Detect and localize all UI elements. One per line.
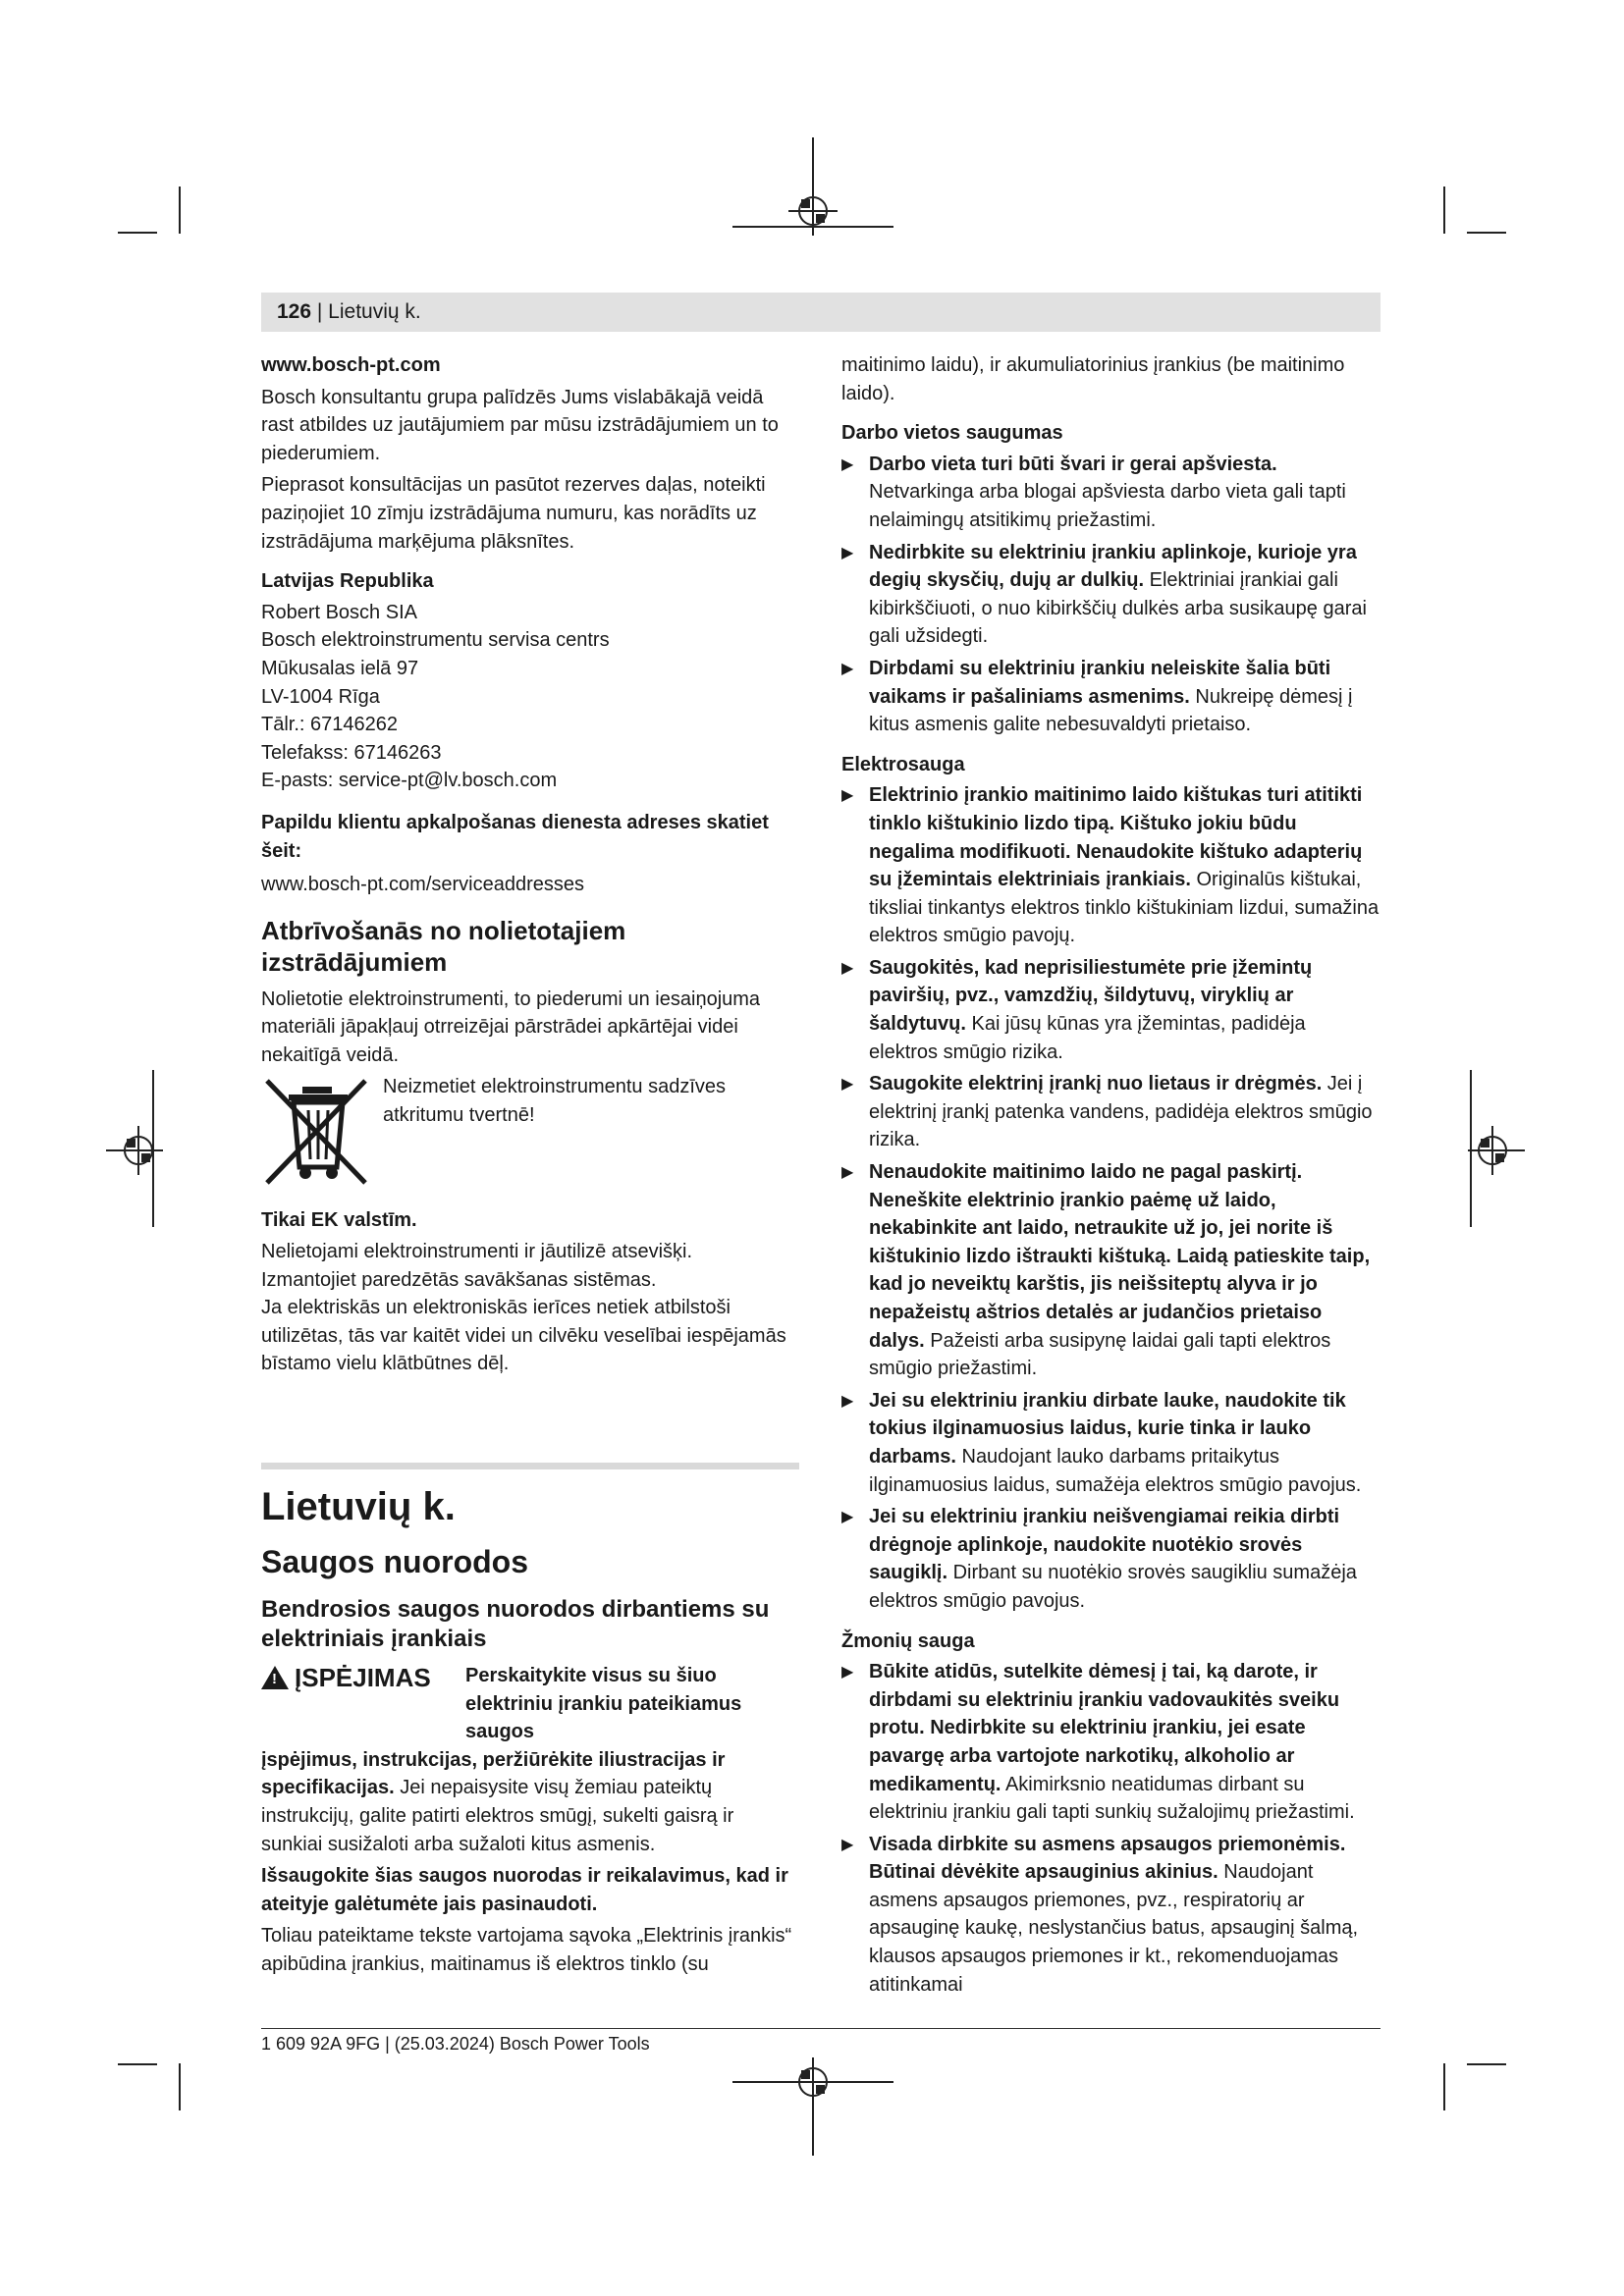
warning-triangle-icon: ! (261, 1666, 289, 1689)
paragraph: Nolietotie elektroinstrumenti, to piederumi un iesaiņojuma materiāli jāpakļauj otrreizējai pārstrādei apkārtējai videi nekaitīgā veidā. (261, 988, 761, 1066)
paragraph: Izmantojiet paredzētās savākšanas sistēmas. (261, 1268, 657, 1291)
crop-mark (1443, 187, 1445, 234)
section-divider (261, 1463, 799, 1469)
paragraph: maitinimo laidu), ir akumuliatorinius įrankius (be maitinimo laido). (841, 354, 1345, 404)
bin-text: Neizmetiet elektroinstrumentu sadzīves atkritumu tvertnē! (383, 1076, 727, 1127)
crop-mark (1467, 2063, 1506, 2065)
page-number: 126 | Lietuvių k. (277, 300, 421, 323)
address-line: Tālr.: 67146262 (261, 714, 398, 736)
crop-mark (118, 232, 157, 234)
arrow-bullet-icon: ▶ (841, 1836, 854, 1853)
paragraph: Bosch konsultantu grupa palīdzēs Jums vislabākajā veidā rast atbildes uz jautājumiem par mūsu izstrādājumiem un to piederumiem. (261, 386, 779, 464)
address-line: Robert Bosch SIA (261, 601, 417, 623)
section-heading: Tikai EK valstīm. (261, 1209, 417, 1232)
url: www.bosch-pt.com (261, 354, 441, 376)
warning-label-text: ĮSPĖJIMAS (295, 1663, 431, 1693)
address-line: Mūkusalas ielā 97 (261, 657, 419, 679)
crop-mark (1443, 2063, 1445, 2110)
list-item: ▶ Dirbdami su elektriniu įrankiu neleiskite šalia būti vaikams ir pašaliniams asmenims. Nukreipę dėmesį į kitus asmenis galite nebesuvaldyti prietaiso. (841, 657, 1353, 736)
arrow-bullet-icon: ▶ (841, 544, 854, 561)
reg-line (106, 1149, 124, 1151)
list-item: ▶ Jei su elektriniu įrankiu dirbate lauke, naudokite tik tokius ilginamuosius laidus, kurie tinka ir lauko darbams. Naudojant lauko darbams pritaikytus ilginamuosius laidus, sumažėja elektros smūgio pavojus. (841, 1389, 1362, 1496)
list-item: ▶ Saugokitės, kad neprisiliestumėte prie įžemintų paviršių, pvz., vamzdžių, šildytuvų, viryklių ar šaldytuvų. Kai jūsų kūnas yra įžemintas, padidėja elektros smūgio rizika. (841, 956, 1313, 1063)
footer-text: 1 609 92A 9FG | (25.03.2024) Bosch Power Tools (261, 2034, 650, 2054)
address-line: E-pasts: service-pt@lv.bosch.com (261, 770, 558, 792)
reg-line (1470, 1070, 1472, 1227)
registration-mark-icon (124, 1136, 153, 1165)
paragraph: Toliau pateiktame tekste vartojama sąvoka „Elektrinis įrankis“ apibūdina įrankius, maitinamus iš elektros tinklo (su (261, 1925, 792, 1975)
section-heading: Žmonių sauga (841, 1629, 975, 1652)
registration-mark-icon (798, 2067, 828, 2097)
keep-notice: Išsaugokite šias saugos nuorodas ir reikalavimus, kad ir ateityje galėtumėte jais pasinaudoti. (261, 1865, 788, 1915)
paragraph: Nelietojami elektroinstrumenti ir jāutilizē atsevišķi. (261, 1241, 693, 1263)
address-line: Bosch elektroinstrumentu servisa centrs (261, 629, 610, 652)
arrow-bullet-icon: ▶ (841, 1076, 854, 1094)
reg-line (812, 2097, 814, 2156)
registration-mark-icon (1478, 1136, 1507, 1165)
arrow-bullet-icon: ▶ (841, 787, 854, 805)
crop-mark (118, 2063, 157, 2065)
list-item: ▶ Būkite atidūs, sutelkite dėmesį į tai, ką darote, ir dirbdami su elektriniu įrankiu vadovaukitės sveiku protu. Nedirbkite su elektriniu įrankiu, jei esate pavargę arba vartojote narkotikų, alkoholio ar medikamentų. Akimirksnio neatidumas dirbant su elektriniu įrankiu gali tapti sunkių sužalojimų priežastimi. (841, 1661, 1355, 1824)
list-item: ▶ Elektrinio įrankio maitinimo laido kištukas turi atitikti tinklo kištukinio lizdo tipą. Kištuko jokiu būdu negalima modifikuoti. Nenaudokite kištuko adapterių su įžemintais elektriniais įrankiais. Originalūs kištukai, tiksliai tinkantys elektros tinklo kištukiniam lizdui, sumažina elektros smūgio pavojų. (841, 784, 1380, 947)
arrow-bullet-icon: ▶ (841, 455, 854, 473)
arrow-bullet-icon: ▶ (841, 1664, 854, 1682)
footer-rule (261, 2028, 1380, 2029)
list-item: ▶ Jei su elektriniu įrankiu neišvengiamai reikia dirbti drėgnoje aplinkoje, naudokite nuotėkio srovės saugiklį. Dirbant su nuotėkio srovės saugikliu sumažėja elektros smūgio pavojus. (841, 1506, 1357, 1612)
reg-line (1507, 1149, 1525, 1151)
warning-label (261, 1662, 465, 1692)
section-heading: Elektrosauga (841, 753, 965, 775)
language-title: Lietuvių k. (261, 1485, 456, 1529)
address-line: Telefakss: 67146263 (261, 741, 442, 764)
list-item: ▶ Nedirbkite su elektriniu įrankiu aplinkoje, kurioje yra degių skysčių, dujų ar dulkių. Elektriniai įrankiai gali kibirkščiuoti, o nuo kibirkščių dulkės arba susikaupę garai gali užsidegti. (841, 541, 1367, 648)
paragraph: Ja elektriskās un elektroniskās ierīces netiek atbilstoši utilizētas, tās var kaitēt videi un cilvēku veselībai iespējamās bīstamo vielu klātbūtnes dēļ. (261, 1297, 786, 1375)
registration-mark-icon (798, 196, 828, 226)
safety-title: Saugos nuorodos (261, 1544, 528, 1580)
list-item: ▶ Visada dirbkite su asmens apsaugos priemonėmis. Būtinai dėvėkite apsauginius akinius. Naudojant asmens apsaugos priemones, pvz., respiratorių ar apsauginę kaukę, neslystančius batus, apsauginį šalmą, klausos apsaugos priemones ir kt., rekomenduojamas atitinkamai (841, 1833, 1359, 1996)
reg-line (812, 137, 814, 196)
arrow-bullet-icon: ▶ (841, 959, 854, 977)
arrow-bullet-icon: ▶ (841, 1509, 854, 1526)
left-column (261, 351, 799, 1983)
general-title: Bendrosios saugos nuorodos dirbantiems su elektriniais įrankiais (261, 1596, 770, 1653)
section-heading: Papildu klientu apkalpošanas dienesta adreses skatiet šeit: (261, 811, 769, 862)
address-line: LV-1004 Rīga (261, 685, 380, 708)
warning-bold: Perskaitykite visus su šiuo elektriniu įrankiu pateikiamus saugos (465, 1665, 742, 1743)
warning-block (261, 1662, 799, 1746)
paragraph: Pieprasot konsultācijas un pasūtot rezerves daļas, noteikti paziņojiet 10 zīmju izstrādājuma numuru, kas norādīts uz izstrādājuma marķējuma plāksnītes. (261, 474, 766, 553)
crop-mark (1467, 232, 1506, 234)
page-header (261, 293, 1380, 332)
crossed-bin-icon (261, 1073, 375, 1187)
section-heading: Darbo vietos saugumas (841, 422, 1063, 445)
warning-paragraph (261, 1746, 799, 1858)
disposal-heading: Atbrīvošanās no nolietotajiem izstrādājumiem (261, 915, 626, 977)
section-heading: Latvijas Republika (261, 570, 434, 593)
warning-bold: įspėjimus, instrukcijas, peržiūrėkite iliustracijas ir specifikacijas. (261, 1748, 726, 1799)
crop-mark (179, 187, 181, 234)
crop-mark (179, 2063, 181, 2110)
disposal-notice (261, 1073, 799, 1187)
list-item: ▶ Saugokite elektrinį įrankį nuo lietaus ir drėgmės. Jei į elektrinį įrankį patenka vandens, padidėja elektros smūgio rizika. (841, 1073, 1373, 1151)
list-item: ▶ Darbo vieta turi būti švari ir gerai apšviesta. Netvarkinga arba blogai apšviesta darbo vieta gali tapti nelaimingų atsitikimų priežastimi. (841, 453, 1346, 531)
arrow-bullet-icon: ▶ (841, 660, 854, 677)
header-section: Lietuvių k. (328, 300, 421, 323)
arrow-bullet-icon: ▶ (841, 1392, 854, 1410)
warning-text: Jei nepaisysite visų žemiau pateiktų instrukcijų, galite patirti elektros smūgį, sukelti gaisrą ir sunkiai susižaloti arba sužaloti kitus asmenis. (261, 1777, 734, 1855)
list-item: ▶ Nenaudokite maitinimo laido ne pagal paskirtį. Neneškite elektrinio įrankio paėmę už laido, nekabinkite ant laido, netraukite už jo, jei norite iš kištukinio lizdo ištraukti kištuką. Laidą patieskite taip, kad jo neveiktų karštis, jis neišsiteptų alyva ir jo nepažeistų aštrios detalės ar judančios prietaiso dalys. Pažeisti arba susipynę laidai gali tapti elektros smūgio priežastimi. (841, 1161, 1371, 1380)
url: www.bosch-pt.com/serviceaddresses (261, 874, 585, 896)
arrow-bullet-icon: ▶ (841, 1164, 854, 1182)
address-block (261, 599, 799, 795)
right-column (841, 351, 1380, 2002)
